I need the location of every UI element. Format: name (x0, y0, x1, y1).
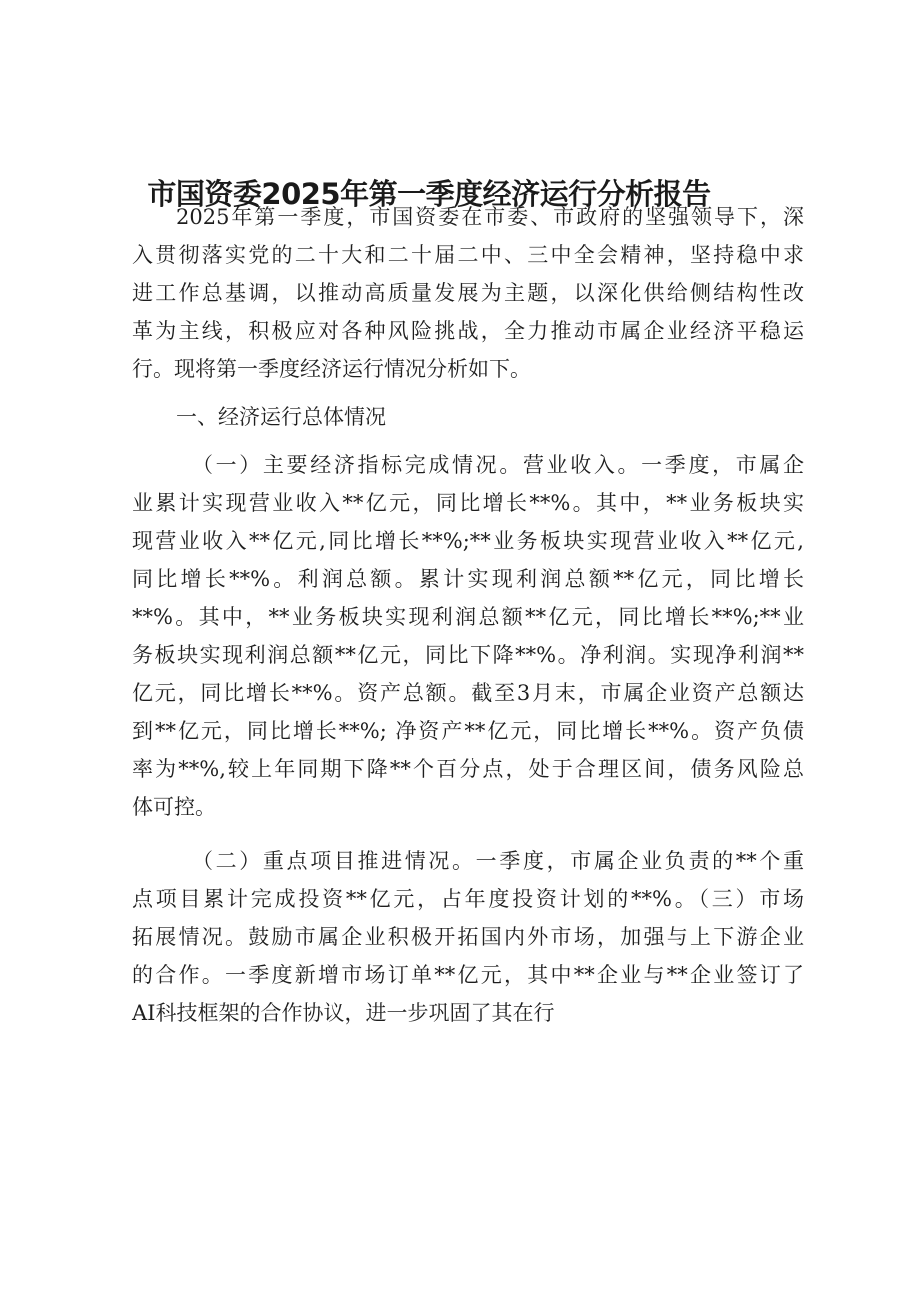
document-title: 市国资委2025年第一季度经济运行分析报告 (147, 177, 711, 211)
paragraph-line: 体可控。 (132, 795, 216, 819)
paragraph-line: （一）主要经济指标完成情况。营业收入。一季度，市属企 (192, 453, 804, 477)
paragraph-line: 亿元，同比增长**%。资产总额。截至3月末，市属企业资产总额达 (132, 681, 804, 705)
paragraph-line: 业累计实现营业收入**亿元，同比增长**%。其中，**业务板块实 (132, 491, 804, 515)
paragraph-line: 务板块实现利润总额**亿元，同比下降**%。净利润。实现净利润** (132, 643, 804, 667)
paragraph-line: 进工作总基调，以推动高质量发展为主题，以深化供给侧结构性改 (132, 281, 804, 305)
paragraph-line: 同比增长**%。利润总额。累计实现利润总额**亿元，同比增长 (132, 567, 804, 591)
paragraph-line: （二）重点项目推进情况。一季度，市属企业负责的**个重 (192, 849, 804, 873)
paragraph-line: 革为主线，积极应对各种风险挑战，全力推动市属企业经济平稳运 (132, 319, 804, 343)
intro-paragraph (132, 198, 804, 388)
paragraph-line: **%。其中，**业务板块实现利润总额**亿元，同比增长**%;**业 (132, 605, 804, 629)
paragraph-line: 行。现将第一季度经济运行情况分析如下。 (132, 357, 531, 381)
paragraph-line: 拓展情况。鼓励市属企业积极开拓国内外市场，加强与上下游企业 (132, 925, 804, 949)
paragraph-line: 到**亿元，同比增长**%; 净资产**亿元，同比增长**%。资产负债 (132, 719, 804, 743)
document-body (132, 198, 804, 1032)
paragraph-line: 入贯彻落实党的二十大和二十届二中、三中全会精神，坚持稳中求 (132, 243, 804, 267)
subsection-1-paragraph (132, 446, 804, 826)
paragraph-line: 2025年第一季度，市国资委在市委、市政府的坚强领导下，深 (176, 205, 804, 229)
paragraph-line: 的合作。一季度新增市场订单**亿元，其中**企业与**企业签订了 (132, 963, 804, 987)
paragraph-line: 点项目累计完成投资**亿元，占年度投资计划的**%。（三）市场 (132, 887, 804, 911)
paragraph-line: 现营业收入**亿元,同比增长**%;**业务板块实现营业收入**亿元, (132, 529, 804, 553)
paragraph-line: 率为**%,较上年同期下降**个百分点，处于合理区间，债务风险总 (132, 757, 804, 781)
section-heading: 一、经济运行总体情况 (176, 405, 386, 429)
subsection-2-paragraph (132, 842, 804, 1032)
paragraph-line: AI科技框架的合作协议，进一步巩固了其在行 (132, 1001, 555, 1025)
